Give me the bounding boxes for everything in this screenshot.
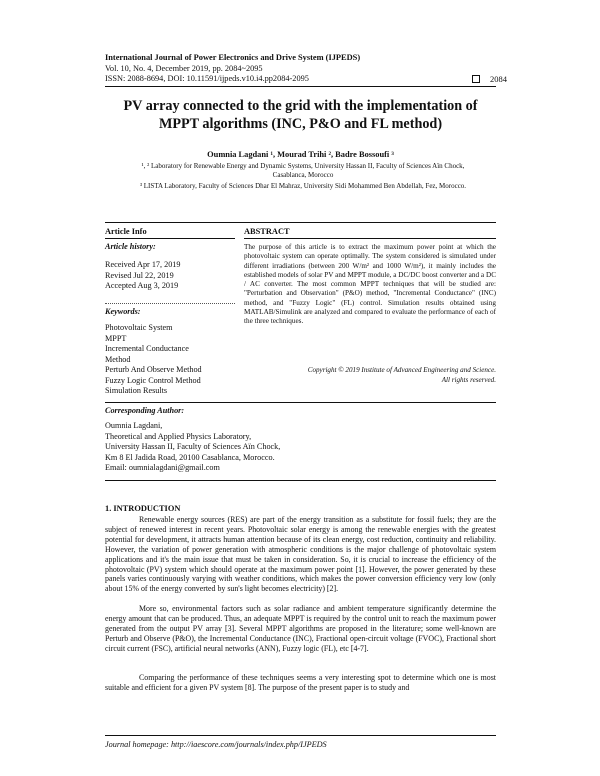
copyright	[244, 365, 496, 385]
section-rule	[105, 480, 496, 481]
keywords-label: Keywords:	[105, 307, 141, 316]
divider	[105, 303, 235, 304]
journal-homepage[interactable]: Journal homepage: http://iaescore.com/journals/index.php/IJPEDS	[105, 740, 327, 749]
abstract-heading: ABSTRACT	[244, 227, 290, 236]
journal-name: International Journal of Power Electronics and Drive System (IJPEDS)	[105, 53, 361, 62]
history-item: Received Apr 17, 2019	[105, 260, 181, 269]
corresponding-line: Theoretical and Applied Physics Laboratory,	[105, 431, 252, 441]
keyword: MPPT	[105, 333, 127, 343]
history-item: Revised Jul 22, 2019	[105, 270, 174, 280]
paper-title	[105, 97, 496, 133]
corresponding-line: University Hassan II, Faculty of Sciences Aïn Chock,	[105, 442, 281, 451]
keyword: Incremental Conductance	[105, 344, 189, 353]
intro-heading: 1. INTRODUCTION	[105, 504, 181, 513]
corresponding-label: Corresponding Author:	[105, 406, 185, 415]
abstract-text: The purpose of this article is to extract the maximum power point at which the photovoltaic system can operate optimally. The system considered is simulated under different irradiations (between 200 W/m² and 1000 W/m²), it mainly includes the established models of solar PV and MPPT module, a DC/DC boost converter and a DC / AC converter. The most common MPPT techniques that will be studied are: "Perturbation and Observation" (P&O) method, "Incremental Conductance" (INC) method, and "Fuzzy Logic" (FL) control. Simulation results obtained using MATLAB/Simulink are analyzed and compared to evaluate the performance of each of the three techniques.	[244, 243, 496, 326]
authors: Oumnia Lagdani ¹, Mourad Trihi ², Badre Bossoufi ³	[207, 150, 394, 159]
affiliation: ³ LISTA Laboratory, Faculty of Sciences Dhar El Mahraz, University Sidi Mohammed Ben Abdellah, Fez, Morocco.	[139, 182, 467, 190]
intro-paragraph: Comparing the performance of these techniques seems a very interesting spot to determine which one is most suitable and efficient for a given PV system [8]. The purpose of the present paper is to study and	[105, 673, 496, 692]
copyright-line: All rights reserved.	[441, 376, 496, 384]
abstract-rule	[244, 238, 496, 239]
intro-paragraph: More so, environmental factors such as solar radiance and ambient temperature significantly determine the energy amount that can be produced. Thus, an adequate MPPT is required by the control unit to reach the maximum power generated from the output PV array [3]. Several MPPT algorithms are proposed in the literature; some well-known are Perturb and Observe (P&O), the Incremental Conductance (INC), Fractional open-circuit voltage (FVOC), Fractional short circuit current (FSC), artificial neural networks (ANN), Fuzzy logic (FL), etc [4-7].	[105, 604, 496, 653]
section-rule	[105, 222, 496, 223]
corresponding-line: Km 8 El Jadida Road, 20100 Casablanca, Morocco.	[105, 452, 275, 462]
corresponding-line: Email: oumnialagdani@gmail.com	[105, 463, 220, 472]
corresponding-line: Oumnia Lagdani,	[105, 421, 163, 430]
header-rule	[105, 86, 496, 87]
corresponding-details	[105, 421, 345, 474]
page-number: 2084	[490, 74, 507, 84]
keyword: Simulation Results	[105, 386, 168, 395]
history-list	[105, 260, 235, 292]
copyright-line: Copyright © 2019 Institute of Advanced Engineering and Science.	[307, 366, 496, 374]
keywords-list	[105, 323, 235, 397]
keyword: Fuzzy Logic Control Method	[105, 375, 201, 385]
keyword: Perturb And Observe Method	[105, 365, 202, 374]
volume-info: Vol. 10, No. 4, December 2019, pp. 2084~2095	[105, 64, 263, 73]
keyword: Photovoltaic System	[105, 323, 173, 332]
affiliation: ¹, ² Laboratory for Renewable Energy and Dynamic Systems, University Hassan II, Faculty of Sciences Aïn Chock,	[141, 162, 465, 170]
title-line: PV array connected to the grid with the implementation of	[123, 98, 478, 114]
history-label: Article history:	[105, 242, 156, 251]
section-rule	[105, 402, 496, 403]
article-info-rule	[105, 238, 235, 239]
issn-doi: ISSN: 2088-8694, DOI: 10.11591/ijpeds.v10.i4.pp2084-2095	[105, 74, 309, 83]
title-line: MPPT algorithms (INC, P&O and FL method)	[158, 116, 443, 132]
intro-paragraph: Renewable energy sources (RES) are part of the energy transition as a substitute for fossil fuels; they are the subject of renewed interest in recent years. Photovoltaic solar energy is among the renewable energies with the greatest potential for development, it attracts human attention because of its clean energy, cost reduction, continuity and reliability. However, the variation of power generation with atmospheric conditions is the major challenge of photovoltaic system applications and it's the main issue that must be taken in consideration. So, it is crucial to increase the efficiency of the photovoltaic (PV) system which should operate at the maximum power point [1]. However, the power generated by these panels varies continuously varying with weather conditions, which makes the power conversion efficiency very low (only about 15% of the energy converted by sun's light becomes electricity) [2].	[105, 515, 496, 594]
keyword: Method	[105, 354, 131, 364]
history-item: Accepted Aug 3, 2019	[105, 281, 179, 290]
article-info-heading: Article Info	[105, 227, 147, 236]
affiliation: Casablanca, Morocco	[272, 171, 334, 179]
square-icon	[472, 75, 480, 83]
footer-rule	[105, 735, 496, 736]
